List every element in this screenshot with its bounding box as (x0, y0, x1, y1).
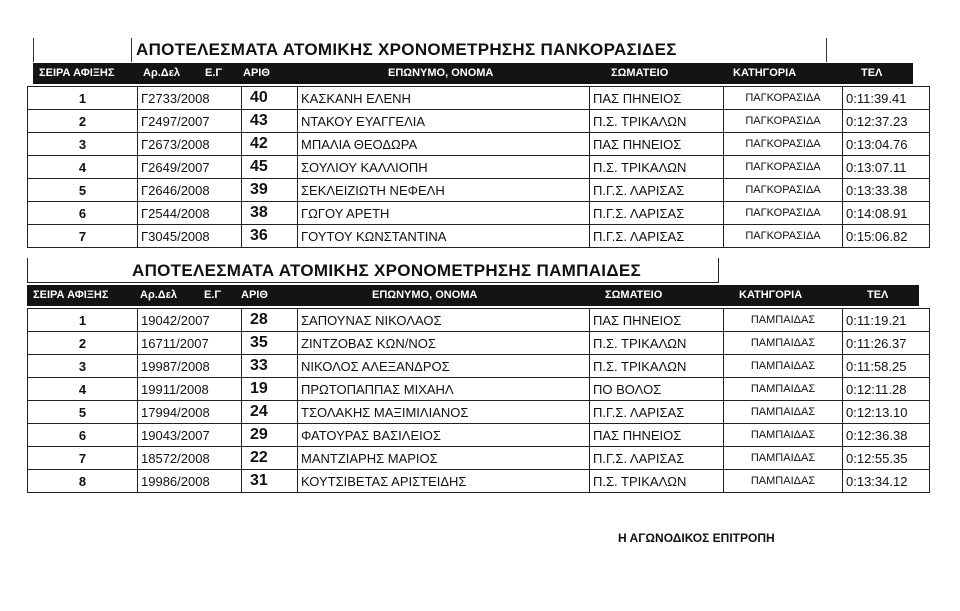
header-registration: Αρ.Δελ (140, 289, 178, 301)
cell-registration: Γ2497/2007 (138, 110, 242, 133)
cell-category: ΠΑΓΚΟΡΑΣΙΔΑ (724, 133, 843, 156)
cell-registration: Γ2673/2008 (138, 133, 242, 156)
cell-registration: 19987/2008 (138, 355, 242, 378)
table-row (28, 470, 930, 493)
cell-time: 0:11:39.41 (843, 87, 930, 110)
cell-category: ΠΑΓΚΟΡΑΣΙΔΑ (724, 156, 843, 179)
header-time: ΤΕΛ (861, 67, 883, 79)
table-row (28, 133, 930, 156)
cell-registration: 16711/2007 (138, 332, 242, 355)
table-row (28, 110, 930, 133)
cell-position: 1 (28, 309, 138, 332)
cell-registration: Γ3045/2008 (138, 225, 242, 248)
cell-position: 8 (28, 470, 138, 493)
cell-time: 0:11:26.37 (843, 332, 930, 355)
cell-position: 4 (28, 156, 138, 179)
table-row (28, 225, 930, 248)
cell-number: 29 (242, 424, 298, 447)
cell-category: ΠΑΜΠΑΙΔΑΣ (724, 447, 843, 470)
cell-time: 0:13:07.11 (843, 156, 930, 179)
cell-category: ΠΑΓΚΟΡΑΣΙΔΑ (724, 179, 843, 202)
table-row (28, 447, 930, 470)
cell-number: 45 (242, 156, 298, 179)
header-number: ΑΡΙΘ (241, 289, 268, 301)
cell-registration: 19986/2008 (138, 470, 242, 493)
cell-time: 0:11:19.21 (843, 309, 930, 332)
section1-header (33, 63, 913, 84)
header-number: ΑΡΙΘ (243, 67, 270, 79)
cell-registration: 19911/2008 (138, 378, 242, 401)
header-name: ΕΠΩΝΥΜΟ, ΟΝΟΜΑ (372, 289, 478, 301)
cell-position: 5 (28, 179, 138, 202)
cell-number: 36 (242, 225, 298, 248)
cell-name: ΓΩΓΟΥ ΑΡΕΤΗ (298, 202, 590, 225)
cell-registration: 17994/2008 (138, 401, 242, 424)
table-row (28, 156, 930, 179)
table-row (28, 179, 930, 202)
header-position: ΣΕΙΡΑ ΑΦΙΞΗΣ (33, 289, 109, 301)
cell-name: ΦΑΤΟΥΡΑΣ ΒΑΣΙΛΕΙΟΣ (298, 424, 590, 447)
cell-number: 22 (242, 447, 298, 470)
cell-number: 24 (242, 401, 298, 424)
table-row (28, 424, 930, 447)
table-row (28, 401, 930, 424)
table-row (28, 355, 930, 378)
cell-category: ΠΑΓΚΟΡΑΣΙΔΑ (724, 87, 843, 110)
frame-line-mid (131, 38, 132, 62)
cell-position: 2 (28, 332, 138, 355)
cell-position: 7 (28, 225, 138, 248)
cell-name: ΓΟΥΤΟΥ ΚΩΝΣΤΑΝΤΙΝΑ (298, 225, 590, 248)
cell-number: 19 (242, 378, 298, 401)
cell-name: ΜΑΝΤΖΙΑΡΗΣ ΜΑΡΙΟΣ (298, 447, 590, 470)
cell-club: ΠΑΣ ΠΗΝΕΙΟΣ (590, 87, 724, 110)
cell-position: 1 (28, 87, 138, 110)
cell-category: ΠΑΓΚΟΡΑΣΙΔΑ (724, 110, 843, 133)
cell-number: 28 (242, 309, 298, 332)
header-club: ΣΩΜΑΤΕΙΟ (611, 67, 669, 79)
cell-time: 0:13:04.76 (843, 133, 930, 156)
section2-header (27, 285, 919, 306)
header-registration: Αρ.Δελ (143, 67, 181, 79)
cell-category: ΠΑΓΚΟΡΑΣΙΔΑ (724, 225, 843, 248)
header-category: ΚΑΤΗΓΟΡΙΑ (739, 289, 803, 301)
cell-name: ΝΤΑΚΟΥ ΕΥΑΓΓΕΛΙΑ (298, 110, 590, 133)
cell-name: ΚΟΥΤΣΙΒΕΤΑΣ ΑΡΙΣΤΕΙΔΗΣ (298, 470, 590, 493)
cell-club: Π.Γ.Σ. ΛΑΡΙΣΑΣ (590, 225, 724, 248)
cell-name: ΝΙΚΟΛΟΣ ΑΛΕΞΑΝΔΡΟΣ (298, 355, 590, 378)
cell-registration: Γ2733/2008 (138, 87, 242, 110)
cell-number: 33 (242, 355, 298, 378)
cell-number: 42 (242, 133, 298, 156)
section1-table (27, 86, 930, 248)
section1-title: ΑΠΟΤΕΛΕΣΜΑΤΑ ΑΤΟΜΙΚΗΣ ΧΡΟΝΟΜΕΤΡΗΣΗΣ ΠΑΝΚΟΡΑΣΙΔΕΣ (136, 40, 677, 59)
cell-number: 43 (242, 110, 298, 133)
table-row (28, 202, 930, 225)
cell-name: ΣΟΥΛΙΟΥ ΚΑΛΛΙΟΠΗ (298, 156, 590, 179)
cell-club: ΠΑΣ ΠΗΝΕΙΟΣ (590, 133, 724, 156)
cell-category: ΠΑΜΠΑΙΔΑΣ (724, 355, 843, 378)
cell-position: 2 (28, 110, 138, 133)
cell-time: 0:12:37.23 (843, 110, 930, 133)
header-eg: Ε.Γ (204, 289, 222, 301)
cell-registration: 19042/2007 (138, 309, 242, 332)
table-row (28, 309, 930, 332)
cell-category: ΠΑΜΠΑΙΔΑΣ (724, 470, 843, 493)
section2-table (27, 308, 930, 493)
cell-club: Π.Σ. ΤΡΙΚΑΛΩΝ (590, 110, 724, 133)
cell-position: 4 (28, 378, 138, 401)
cell-position: 3 (28, 355, 138, 378)
table-row (28, 332, 930, 355)
cell-position: 6 (28, 202, 138, 225)
section2-title: ΑΠΟΤΕΛΕΣΜΑΤΑ ΑΤΟΜΙΚΗΣ ΧΡΟΝΟΜΕΤΡΗΣΗΣ ΠΑΜΠΑΙΔΕΣ (132, 261, 641, 280)
cell-number: 40 (242, 87, 298, 110)
cell-category: ΠΑΜΠΑΙΔΑΣ (724, 309, 843, 332)
cell-club: Π.Σ. ΤΡΙΚΑΛΩΝ (590, 332, 724, 355)
cell-time: 0:12:11.28 (843, 378, 930, 401)
cell-time: 0:12:36.38 (843, 424, 930, 447)
header-time: ΤΕΛ (867, 289, 889, 301)
header-category: ΚΑΤΗΓΟΡΙΑ (733, 67, 797, 79)
frame-line-left (33, 38, 34, 62)
header-eg: Ε.Γ (205, 67, 223, 79)
cell-registration: Γ2544/2008 (138, 202, 242, 225)
cell-name: ΤΣΟΛΑΚΗΣ ΜΑΞΙΜΙΛΙΑΝΟΣ (298, 401, 590, 424)
table-row (28, 87, 930, 110)
cell-number: 31 (242, 470, 298, 493)
cell-registration: Γ2649/2007 (138, 156, 242, 179)
cell-registration: 18572/2008 (138, 447, 242, 470)
cell-name: ΖΙΝΤΖΟΒΑΣ ΚΩΝ/ΝΟΣ (298, 332, 590, 355)
header-club: ΣΩΜΑΤΕΙΟ (605, 289, 663, 301)
cell-time: 0:12:13.10 (843, 401, 930, 424)
cell-time: 0:15:06.82 (843, 225, 930, 248)
frame-line-right (826, 38, 827, 62)
cell-time: 0:13:34.12 (843, 470, 930, 493)
cell-club: Π.Γ.Σ. ΛΑΡΙΣΑΣ (590, 179, 724, 202)
cell-number: 38 (242, 202, 298, 225)
cell-registration: Γ2646/2008 (138, 179, 242, 202)
cell-club: Π.Σ. ΤΡΙΚΑΛΩΝ (590, 156, 724, 179)
cell-position: 5 (28, 401, 138, 424)
cell-club: ΠΑΣ ΠΗΝΕΙΟΣ (590, 424, 724, 447)
cell-number: 39 (242, 179, 298, 202)
header-position: ΣΕΙΡΑ ΑΦΙΞΗΣ (39, 67, 115, 79)
cell-number: 35 (242, 332, 298, 355)
cell-club: Π.Γ.Σ. ΛΑΡΙΣΑΣ (590, 401, 724, 424)
cell-name: ΚΑΣΚΑΝΗ ΕΛΕΝΗ (298, 87, 590, 110)
cell-position: 7 (28, 447, 138, 470)
table-row (28, 378, 930, 401)
cell-club: Π.Γ.Σ. ΛΑΡΙΣΑΣ (590, 447, 724, 470)
cell-club: Π.Γ.Σ. ΛΑΡΙΣΑΣ (590, 202, 724, 225)
cell-position: 6 (28, 424, 138, 447)
header-name: ΕΠΩΝΥΜΟ, ΟΝΟΜΑ (388, 67, 494, 79)
cell-category: ΠΑΜΠΑΙΔΑΣ (724, 378, 843, 401)
committee-signature: Η ΑΓΩΝΟΔΙΚΟΣ ΕΠΙΤΡΟΠΗ (618, 531, 775, 545)
cell-registration: 19043/2007 (138, 424, 242, 447)
cell-name: ΣΕΚΛΕΙΖΙΩΤΗ ΝΕΦΕΛΗ (298, 179, 590, 202)
cell-club: ΠΑΣ ΠΗΝΕΙΟΣ (590, 309, 724, 332)
cell-category: ΠΑΜΠΑΙΔΑΣ (724, 424, 843, 447)
cell-category: ΠΑΜΠΑΙΔΑΣ (724, 332, 843, 355)
cell-name: ΣΑΠΟΥΝΑΣ ΝΙΚΟΛΑΟΣ (298, 309, 590, 332)
cell-time: 0:13:33.38 (843, 179, 930, 202)
cell-club: ΠΟ ΒΟΛΟΣ (590, 378, 724, 401)
cell-club: Π.Σ. ΤΡΙΚΑΛΩΝ (590, 355, 724, 378)
cell-position: 3 (28, 133, 138, 156)
cell-name: ΜΠΑΛΙΑ ΘΕΟΔΩΡΑ (298, 133, 590, 156)
cell-time: 0:11:58.25 (843, 355, 930, 378)
cell-time: 0:12:55.35 (843, 447, 930, 470)
cell-time: 0:14:08.91 (843, 202, 930, 225)
cell-club: Π.Σ. ΤΡΙΚΑΛΩΝ (590, 470, 724, 493)
cell-category: ΠΑΜΠΑΙΔΑΣ (724, 401, 843, 424)
cell-category: ΠΑΓΚΟΡΑΣΙΔΑ (724, 202, 843, 225)
cell-name: ΠΡΩΤΟΠΑΠΠΑΣ ΜΙΧΑΗΛ (298, 378, 590, 401)
